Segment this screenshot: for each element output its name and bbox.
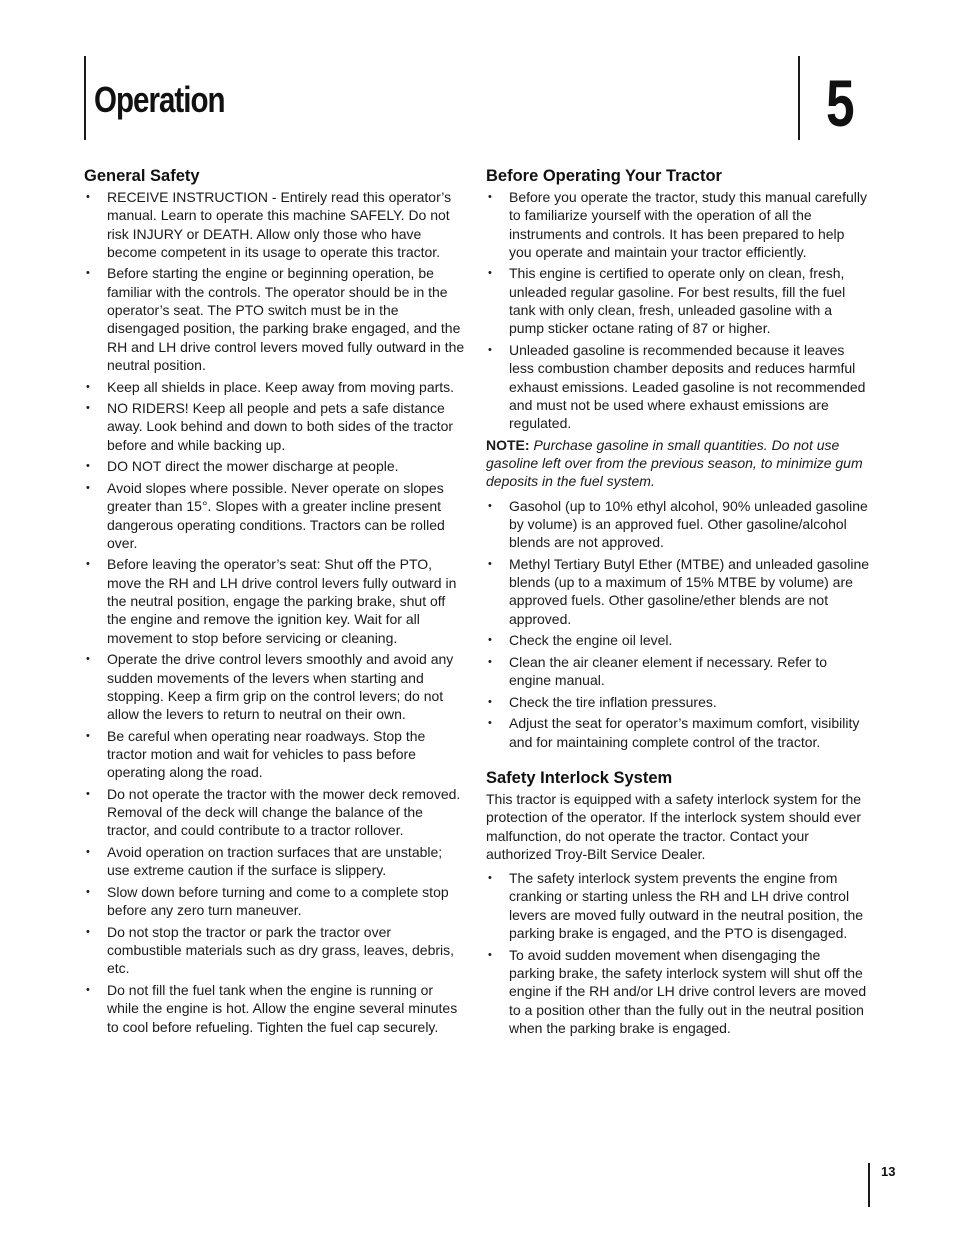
page-number: 13 (881, 1164, 896, 1179)
safety-interlock-intro: This tractor is equipped with a safety interlock system for the protection of the operator. If the interlock system should ever malfunction, do not operate the tractor. Contact your authorized Troy-Bilt Service Dealer. (486, 790, 862, 862)
list-item: • This engine is certified to operate only on clean, fresh, unleaded regular gasoline. For best results, fill the fuel tank with only clean, fresh, unleaded gasoline with a pump sticker octane rating of 87 or higher. (486, 264, 870, 337)
general-safety-list (84, 188, 468, 1036)
list-item: • Avoid slopes where possible. Never operate on slopes greater than 15°. Slopes with a greater incline present dangerous operating conditions. Tractors can be rolled over. (84, 479, 468, 552)
page-number-divider (868, 1163, 870, 1207)
list-item: • Operate the drive control levers smoothly and avoid any sudden movements of the levers when starting and stopping. Keep a firm grip on the control levers; do not allow the levers to return to neutral on their own. (84, 650, 468, 723)
list-item: • NO RIDERS! Keep all people and pets a safe distance away. Look behind and down to both sides of the tractor before and while backing up. (84, 399, 468, 454)
title-divider (84, 56, 86, 140)
list-item: • The safety interlock system prevents the engine from cranking or starting unless the RH and LH drive control levers are moved fully outward in the neutral position, the parking brake is engaged, and the PTO is disengaged. (486, 869, 870, 942)
list-item: • Do not stop the tractor or park the tractor over combustible materials such as dry grass, leaves, debris, etc. (84, 923, 468, 978)
note-label: NOTE: (486, 436, 530, 453)
list-item: • Do not fill the fuel tank when the engine is running or while the engine is hot. Allow the engine several minutes to cool before refueling. Tighten the fuel cap securely. (84, 981, 468, 1036)
fuel-note (486, 436, 870, 491)
list-item: • Check the tire inflation pressures. (486, 693, 870, 711)
list-item: • Before leaving the operator’s seat: Shut off the PTO, move the RH and LH drive control levers fully outward in the neutral position, engage the parking brake, shut off the engine and remove the ignition key. Wait for all movement to stop before servicing or cleaning. (84, 555, 468, 646)
list-item: • Keep all shields in place. Keep away from moving parts. (84, 378, 468, 396)
before-operating-list (486, 188, 870, 432)
chapter-number: 5 (826, 66, 855, 140)
list-item: • Methyl Tertiary Butyl Ether (MTBE) and unleaded gasoline blends (up to a maximum of 15% MTBE by volume) are approved fuels. Other gasoline/ether blends are not approved. (486, 555, 870, 628)
list-item: • Slow down before turning and come to a complete stop before any zero turn maneuver. (84, 883, 468, 920)
list-item: • Adjust the seat for operator’s maximum comfort, visibility and for maintaining complete control of the tractor. (486, 714, 870, 751)
list-item: • Unleaded gasoline is recommended because it leaves less combustion chamber deposits and reduces harmful exhaust emissions. Leaded gasoline is not recommended and must not be used where exhaust emissions are regulated. (486, 341, 870, 432)
general-safety-heading: General Safety (84, 167, 200, 185)
before-operating-heading: Before Operating Your Tractor (486, 167, 722, 185)
page-title: Operation (94, 79, 225, 120)
note-text: Purchase gasoline in small quantities. Do not use gasoline left over from the previous season, to minimize gum deposits in the fuel system. (486, 436, 863, 490)
list-item: • RECEIVE INSTRUCTION - Entirely read this operator’s manual. Learn to operate this machine SAFELY. Do not risk INJURY or DEATH. Allow only those who have become competent in its usage to operate this tractor. (84, 188, 468, 261)
chapter-divider (798, 56, 800, 140)
list-item: • Be careful when operating near roadways. Stop the tractor motion and wait for vehicles to pass before operating along the road. (84, 727, 468, 782)
list-item: • DO NOT direct the mower discharge at people. (84, 457, 468, 475)
before-operating-list-continued (486, 497, 870, 751)
list-item: • Do not operate the tractor with the mower deck removed. Removal of the deck will change the balance of the tractor, and could contribute to a tractor rollover. (84, 785, 468, 840)
left-column (84, 165, 468, 1039)
list-item: • Before you operate the tractor, study this manual carefully to familiarize yourself with the operation of all the instruments and controls. It has been prepared to help you operate and maintain your tractor efficiently. (486, 188, 870, 261)
list-item: • Gasohol (up to 10% ethyl alcohol, 90% unleaded gasoline by volume) is an approved fuel. Other gasoline/alcohol blends are not approved. (486, 497, 870, 552)
list-item: • To avoid sudden movement when disengaging the parking brake, the safety interlock system will shut off the engine if the RH and/or LH drive control levers are moved to a position other than the fully out in the neutral position when the parking brake is engaged. (486, 946, 870, 1037)
list-item: • Before starting the engine or beginning operation, be familiar with the controls. The operator should be in the operator’s seat. The PTO switch must be in the disengaged position, the parking brake engaged, and the RH and LH drive control levers moved fully outward in the neutral position. (84, 264, 468, 374)
safety-interlock-heading: Safety Interlock System (486, 768, 673, 787)
list-item: • Check the engine oil level. (486, 631, 870, 649)
list-item: • Avoid operation on traction surfaces that are unstable; use extreme caution if the surface is slippery. (84, 843, 468, 880)
safety-interlock-list (486, 869, 870, 1037)
list-item: • Clean the air cleaner element if necessary. Refer to engine manual. (486, 653, 870, 690)
right-column (486, 165, 870, 1040)
